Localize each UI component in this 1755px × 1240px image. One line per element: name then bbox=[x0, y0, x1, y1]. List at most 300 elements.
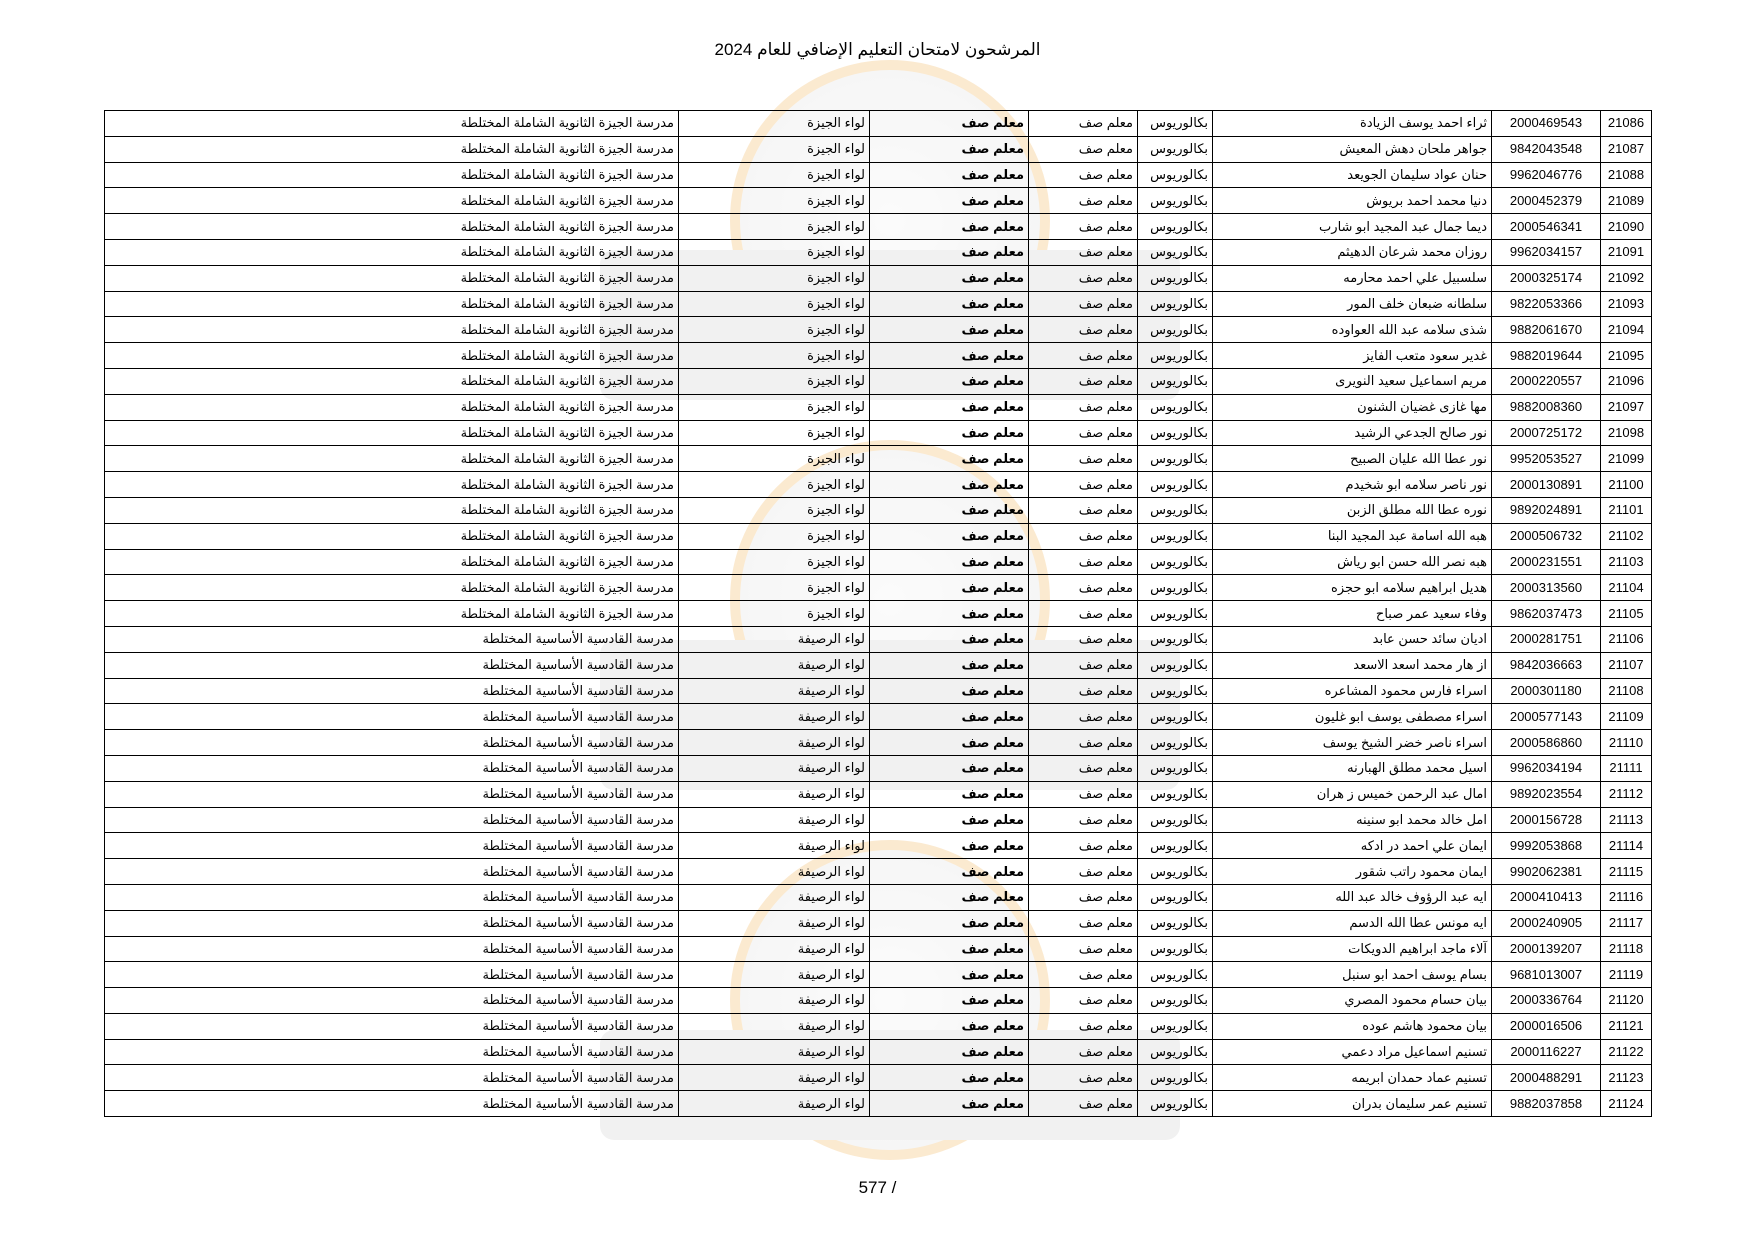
cell-sequence: 21097 bbox=[1601, 394, 1652, 420]
cell-sequence: 21086 bbox=[1601, 111, 1652, 137]
cell-directorate: لواء الرصيفة bbox=[679, 833, 870, 859]
cell-school: مدرسة القادسية الأساسية المختلطة bbox=[105, 910, 679, 936]
cell-specialization: معلم صف bbox=[1029, 962, 1138, 988]
cell-directorate: لواء الرصيفة bbox=[679, 730, 870, 756]
cell-sequence: 21118 bbox=[1601, 936, 1652, 962]
cell-candidate-name: امال عبد الرحمن خميس ز هران bbox=[1213, 781, 1492, 807]
cell-national-id: 2000301180 bbox=[1492, 678, 1601, 704]
cell-sequence: 21122 bbox=[1601, 1039, 1652, 1065]
cell-school: مدرسة القادسية الأساسية المختلطة bbox=[105, 1039, 679, 1065]
table-row bbox=[105, 111, 1652, 137]
cell-exam-specialization: معلم صف bbox=[870, 1065, 1029, 1091]
table-row bbox=[105, 368, 1652, 394]
cell-directorate: لواء الجيزة bbox=[679, 420, 870, 446]
cell-exam-specialization: معلم صف bbox=[870, 265, 1029, 291]
cell-exam-specialization: معلم صف bbox=[870, 111, 1029, 137]
cell-candidate-name: سلطانه ضبعان خلف المور bbox=[1213, 291, 1492, 317]
cell-specialization: معلم صف bbox=[1029, 601, 1138, 627]
cell-candidate-name: اسراء ناصر خضر الشيخ يوسف bbox=[1213, 730, 1492, 756]
cell-directorate: لواء الرصيفة bbox=[679, 962, 870, 988]
cell-candidate-name: نور عطا الله عليان الصبيح bbox=[1213, 446, 1492, 472]
cell-specialization: معلم صف bbox=[1029, 807, 1138, 833]
table-row bbox=[105, 420, 1652, 446]
cell-school: مدرسة القادسية الأساسية المختلطة bbox=[105, 807, 679, 833]
cell-national-id: 2000231551 bbox=[1492, 549, 1601, 575]
cell-exam-specialization: معلم صف bbox=[870, 1039, 1029, 1065]
cell-exam-specialization: معلم صف bbox=[870, 678, 1029, 704]
cell-qualification: بكالوريوس bbox=[1138, 781, 1213, 807]
cell-sequence: 21116 bbox=[1601, 884, 1652, 910]
cell-qualification: بكالوريوس bbox=[1138, 214, 1213, 240]
cell-national-id: 9892024891 bbox=[1492, 497, 1601, 523]
cell-national-id: 2000586860 bbox=[1492, 730, 1601, 756]
cell-candidate-name: غدير سعود متعب الفايز bbox=[1213, 343, 1492, 369]
cell-school: مدرسة الجيزة الثانوية الشاملة المختلطة bbox=[105, 394, 679, 420]
cell-directorate: لواء الرصيفة bbox=[679, 936, 870, 962]
cell-specialization: معلم صف bbox=[1029, 188, 1138, 214]
cell-exam-specialization: معلم صف bbox=[870, 807, 1029, 833]
cell-exam-specialization: معلم صف bbox=[870, 781, 1029, 807]
cell-school: مدرسة الجيزة الثانوية الشاملة المختلطة bbox=[105, 420, 679, 446]
cell-qualification: بكالوريوس bbox=[1138, 910, 1213, 936]
cell-directorate: لواء الجيزة bbox=[679, 317, 870, 343]
cell-qualification: بكالوريوس bbox=[1138, 936, 1213, 962]
cell-directorate: لواء الجيزة bbox=[679, 446, 870, 472]
cell-exam-specialization: معلم صف bbox=[870, 368, 1029, 394]
cell-school: مدرسة الجيزة الثانوية الشاملة المختلطة bbox=[105, 575, 679, 601]
cell-qualification: بكالوريوس bbox=[1138, 394, 1213, 420]
cell-exam-specialization: معلم صف bbox=[870, 626, 1029, 652]
cell-sequence: 21109 bbox=[1601, 704, 1652, 730]
cell-qualification: بكالوريوس bbox=[1138, 730, 1213, 756]
cell-specialization: معلم صف bbox=[1029, 1091, 1138, 1117]
cell-national-id: 9882008360 bbox=[1492, 394, 1601, 420]
table-row bbox=[105, 1039, 1652, 1065]
cell-school: مدرسة الجيزة الثانوية الشاملة المختلطة bbox=[105, 497, 679, 523]
cell-specialization: معلم صف bbox=[1029, 884, 1138, 910]
cell-specialization: معلم صف bbox=[1029, 678, 1138, 704]
cell-school: مدرسة القادسية الأساسية المختلطة bbox=[105, 704, 679, 730]
cell-directorate: لواء الجيزة bbox=[679, 575, 870, 601]
cell-directorate: لواء الجيزة bbox=[679, 601, 870, 627]
table-row bbox=[105, 394, 1652, 420]
cell-candidate-name: امل خالد محمد ابو سنينه bbox=[1213, 807, 1492, 833]
table-row bbox=[105, 1065, 1652, 1091]
cell-school: مدرسة الجيزة الثانوية الشاملة المختلطة bbox=[105, 162, 679, 188]
cell-qualification: بكالوريوس bbox=[1138, 884, 1213, 910]
cell-candidate-name: اديان سائد حسن عابد bbox=[1213, 626, 1492, 652]
cell-national-id: 2000336764 bbox=[1492, 988, 1601, 1014]
cell-school: مدرسة القادسية الأساسية المختلطة bbox=[105, 1091, 679, 1117]
table-row bbox=[105, 652, 1652, 678]
cell-national-id: 9862037473 bbox=[1492, 601, 1601, 627]
cell-national-id: 9892023554 bbox=[1492, 781, 1601, 807]
cell-candidate-name: آلاء ماجد ابراهيم الدويكات bbox=[1213, 936, 1492, 962]
cell-national-id: 2000130891 bbox=[1492, 472, 1601, 498]
cell-candidate-name: تسنيم عماد حمدان ابريمه bbox=[1213, 1065, 1492, 1091]
table-row bbox=[105, 884, 1652, 910]
cell-exam-specialization: معلم صف bbox=[870, 704, 1029, 730]
cell-directorate: لواء الرصيفة bbox=[679, 1039, 870, 1065]
cell-exam-specialization: معلم صف bbox=[870, 317, 1029, 343]
cell-candidate-name: حنان عواد سليمان الجويعد bbox=[1213, 162, 1492, 188]
cell-candidate-name: مريم اسماعيل سعيد النويرى bbox=[1213, 368, 1492, 394]
cell-directorate: لواء الرصيفة bbox=[679, 859, 870, 885]
cell-school: مدرسة القادسية الأساسية المختلطة bbox=[105, 833, 679, 859]
cell-qualification: بكالوريوس bbox=[1138, 575, 1213, 601]
cell-school: مدرسة الجيزة الثانوية الشاملة المختلطة bbox=[105, 136, 679, 162]
cell-candidate-name: اسراء مصطفى يوسف ابو غليون bbox=[1213, 704, 1492, 730]
cell-national-id: 2000577143 bbox=[1492, 704, 1601, 730]
cell-candidate-name: ايمان محمود راتب شقور bbox=[1213, 859, 1492, 885]
cell-exam-specialization: معلم صف bbox=[870, 136, 1029, 162]
cell-directorate: لواء الجيزة bbox=[679, 162, 870, 188]
cell-qualification: بكالوريوس bbox=[1138, 136, 1213, 162]
cell-specialization: معلم صف bbox=[1029, 265, 1138, 291]
cell-qualification: بكالوريوس bbox=[1138, 111, 1213, 137]
cell-candidate-name: بيان حسام محمود المصري bbox=[1213, 988, 1492, 1014]
cell-exam-specialization: معلم صف bbox=[870, 162, 1029, 188]
cell-specialization: معلم صف bbox=[1029, 239, 1138, 265]
table-row bbox=[105, 472, 1652, 498]
cell-sequence: 21087 bbox=[1601, 136, 1652, 162]
table-row bbox=[105, 265, 1652, 291]
cell-qualification: بكالوريوس bbox=[1138, 420, 1213, 446]
cell-qualification: بكالوريوس bbox=[1138, 291, 1213, 317]
cell-directorate: لواء الجيزة bbox=[679, 111, 870, 137]
cell-national-id: 9902062381 bbox=[1492, 859, 1601, 885]
cell-qualification: بكالوريوس bbox=[1138, 652, 1213, 678]
table-row bbox=[105, 523, 1652, 549]
cell-candidate-name: از هار محمد اسعد الاسعد bbox=[1213, 652, 1492, 678]
cell-specialization: معلم صف bbox=[1029, 523, 1138, 549]
table-row bbox=[105, 910, 1652, 936]
table-row bbox=[105, 214, 1652, 240]
cell-school: مدرسة القادسية الأساسية المختلطة bbox=[105, 755, 679, 781]
cell-exam-specialization: معلم صف bbox=[870, 239, 1029, 265]
cell-candidate-name: تسنيم عمر سليمان بدران bbox=[1213, 1091, 1492, 1117]
cell-candidate-name: نور ناصر سلامه ابو شخيدم bbox=[1213, 472, 1492, 498]
cell-specialization: معلم صف bbox=[1029, 1065, 1138, 1091]
cell-national-id: 9882061670 bbox=[1492, 317, 1601, 343]
table-row bbox=[105, 549, 1652, 575]
table-row bbox=[105, 626, 1652, 652]
cell-specialization: معلم صف bbox=[1029, 988, 1138, 1014]
cell-exam-specialization: معلم صف bbox=[870, 601, 1029, 627]
cell-sequence: 21108 bbox=[1601, 678, 1652, 704]
cell-national-id: 9842036663 bbox=[1492, 652, 1601, 678]
cell-directorate: لواء الجيزة bbox=[679, 472, 870, 498]
cell-specialization: معلم صف bbox=[1029, 394, 1138, 420]
cell-national-id: 2000156728 bbox=[1492, 807, 1601, 833]
cell-school: مدرسة القادسية الأساسية المختلطة bbox=[105, 730, 679, 756]
cell-national-id: 9952053527 bbox=[1492, 446, 1601, 472]
cell-national-id: 2000469543 bbox=[1492, 111, 1601, 137]
cell-qualification: بكالوريوس bbox=[1138, 446, 1213, 472]
cell-specialization: معلم صف bbox=[1029, 214, 1138, 240]
cell-sequence: 21099 bbox=[1601, 446, 1652, 472]
cell-directorate: لواء الجيزة bbox=[679, 523, 870, 549]
table-row bbox=[105, 962, 1652, 988]
cell-exam-specialization: معلم صف bbox=[870, 549, 1029, 575]
cell-specialization: معلم صف bbox=[1029, 368, 1138, 394]
cell-specialization: معلم صف bbox=[1029, 446, 1138, 472]
cell-sequence: 21088 bbox=[1601, 162, 1652, 188]
cell-school: مدرسة الجيزة الثانوية الشاملة المختلطة bbox=[105, 446, 679, 472]
cell-sequence: 21095 bbox=[1601, 343, 1652, 369]
cell-directorate: لواء الجيزة bbox=[679, 291, 870, 317]
cell-national-id: 9962034194 bbox=[1492, 755, 1601, 781]
cell-candidate-name: سلسبيل علي احمد محارمه bbox=[1213, 265, 1492, 291]
cell-sequence: 21121 bbox=[1601, 1013, 1652, 1039]
cell-national-id: 2000410413 bbox=[1492, 884, 1601, 910]
cell-exam-specialization: معلم صف bbox=[870, 420, 1029, 446]
cell-directorate: لواء الرصيفة bbox=[679, 626, 870, 652]
cell-specialization: معلم صف bbox=[1029, 859, 1138, 885]
cell-national-id: 9992053868 bbox=[1492, 833, 1601, 859]
cell-exam-specialization: معلم صف bbox=[870, 472, 1029, 498]
cell-national-id: 2000220557 bbox=[1492, 368, 1601, 394]
cell-exam-specialization: معلم صف bbox=[870, 1013, 1029, 1039]
cell-qualification: بكالوريوس bbox=[1138, 962, 1213, 988]
cell-directorate: لواء الجيزة bbox=[679, 497, 870, 523]
candidates-table-body bbox=[105, 111, 1652, 1117]
cell-exam-specialization: معلم صف bbox=[870, 394, 1029, 420]
cell-school: مدرسة الجيزة الثانوية الشاملة المختلطة bbox=[105, 601, 679, 627]
cell-sequence: 21120 bbox=[1601, 988, 1652, 1014]
cell-sequence: 21111 bbox=[1601, 755, 1652, 781]
cell-specialization: معلم صف bbox=[1029, 936, 1138, 962]
cell-sequence: 21110 bbox=[1601, 730, 1652, 756]
cell-school: مدرسة القادسية الأساسية المختلطة bbox=[105, 859, 679, 885]
cell-qualification: بكالوريوس bbox=[1138, 833, 1213, 859]
cell-specialization: معلم صف bbox=[1029, 910, 1138, 936]
table-row bbox=[105, 575, 1652, 601]
cell-exam-specialization: معلم صف bbox=[870, 575, 1029, 601]
cell-qualification: بكالوريوس bbox=[1138, 239, 1213, 265]
cell-sequence: 21094 bbox=[1601, 317, 1652, 343]
cell-exam-specialization: معلم صف bbox=[870, 910, 1029, 936]
cell-exam-specialization: معلم صف bbox=[870, 936, 1029, 962]
cell-candidate-name: تسنيم اسماعيل مراد دعمي bbox=[1213, 1039, 1492, 1065]
cell-school: مدرسة القادسية الأساسية المختلطة bbox=[105, 962, 679, 988]
cell-exam-specialization: معلم صف bbox=[870, 523, 1029, 549]
cell-sequence: 21100 bbox=[1601, 472, 1652, 498]
cell-sequence: 21091 bbox=[1601, 239, 1652, 265]
cell-school: مدرسة الجيزة الثانوية الشاملة المختلطة bbox=[105, 111, 679, 137]
cell-candidate-name: مها غازى غضيان الشنون bbox=[1213, 394, 1492, 420]
cell-national-id: 2000325174 bbox=[1492, 265, 1601, 291]
cell-directorate: لواء الرصيفة bbox=[679, 652, 870, 678]
cell-directorate: لواء الجيزة bbox=[679, 265, 870, 291]
cell-directorate: لواء الرصيفة bbox=[679, 988, 870, 1014]
table-row bbox=[105, 497, 1652, 523]
cell-directorate: لواء الجيزة bbox=[679, 343, 870, 369]
cell-directorate: لواء الرصيفة bbox=[679, 1091, 870, 1117]
table-row bbox=[105, 317, 1652, 343]
cell-sequence: 21113 bbox=[1601, 807, 1652, 833]
cell-specialization: معلم صف bbox=[1029, 162, 1138, 188]
cell-directorate: لواء الرصيفة bbox=[679, 755, 870, 781]
cell-qualification: بكالوريوس bbox=[1138, 678, 1213, 704]
cell-school: مدرسة الجيزة الثانوية الشاملة المختلطة bbox=[105, 188, 679, 214]
table-row bbox=[105, 162, 1652, 188]
cell-directorate: لواء الرصيفة bbox=[679, 678, 870, 704]
cell-exam-specialization: معلم صف bbox=[870, 755, 1029, 781]
cell-candidate-name: جواهر ملحان دهش المعيش bbox=[1213, 136, 1492, 162]
cell-national-id: 2000281751 bbox=[1492, 626, 1601, 652]
table-row bbox=[105, 1013, 1652, 1039]
cell-qualification: بكالوريوس bbox=[1138, 1065, 1213, 1091]
cell-directorate: لواء الرصيفة bbox=[679, 781, 870, 807]
table-row bbox=[105, 936, 1652, 962]
cell-national-id: 2000546341 bbox=[1492, 214, 1601, 240]
cell-school: مدرسة الجيزة الثانوية الشاملة المختلطة bbox=[105, 472, 679, 498]
cell-specialization: معلم صف bbox=[1029, 549, 1138, 575]
cell-sequence: 21112 bbox=[1601, 781, 1652, 807]
cell-sequence: 21098 bbox=[1601, 420, 1652, 446]
cell-specialization: معلم صف bbox=[1029, 833, 1138, 859]
cell-candidate-name: بيان محمود هاشم عوده bbox=[1213, 1013, 1492, 1039]
cell-specialization: معلم صف bbox=[1029, 420, 1138, 446]
cell-sequence: 21106 bbox=[1601, 626, 1652, 652]
cell-qualification: بكالوريوس bbox=[1138, 368, 1213, 394]
cell-candidate-name: هديل ابراهيم سلامه ابو حجزه bbox=[1213, 575, 1492, 601]
cell-directorate: لواء الجيزة bbox=[679, 239, 870, 265]
cell-school: مدرسة الجيزة الثانوية الشاملة المختلطة bbox=[105, 239, 679, 265]
cell-sequence: 21119 bbox=[1601, 962, 1652, 988]
cell-directorate: لواء الجيزة bbox=[679, 394, 870, 420]
cell-sequence: 21102 bbox=[1601, 523, 1652, 549]
cell-school: مدرسة القادسية الأساسية المختلطة bbox=[105, 781, 679, 807]
cell-qualification: بكالوريوس bbox=[1138, 188, 1213, 214]
cell-qualification: بكالوريوس bbox=[1138, 1039, 1213, 1065]
cell-specialization: معلم صف bbox=[1029, 704, 1138, 730]
table-row bbox=[105, 601, 1652, 627]
cell-qualification: بكالوريوس bbox=[1138, 1091, 1213, 1117]
cell-directorate: لواء الجيزة bbox=[679, 188, 870, 214]
cell-specialization: معلم صف bbox=[1029, 111, 1138, 137]
cell-specialization: معلم صف bbox=[1029, 343, 1138, 369]
cell-qualification: بكالوريوس bbox=[1138, 162, 1213, 188]
cell-qualification: بكالوريوس bbox=[1138, 343, 1213, 369]
cell-candidate-name: روزان محمد شرعان الدهيثم bbox=[1213, 239, 1492, 265]
cell-qualification: بكالوريوس bbox=[1138, 859, 1213, 885]
cell-exam-specialization: معلم صف bbox=[870, 1091, 1029, 1117]
cell-national-id: 2000452379 bbox=[1492, 188, 1601, 214]
cell-candidate-name: بسام يوسف احمد ابو سنبل bbox=[1213, 962, 1492, 988]
cell-school: مدرسة الجيزة الثانوية الشاملة المختلطة bbox=[105, 523, 679, 549]
cell-candidate-name: نوره عطا الله مطلق الزبن bbox=[1213, 497, 1492, 523]
cell-national-id: 9882037858 bbox=[1492, 1091, 1601, 1117]
cell-directorate: لواء الجيزة bbox=[679, 549, 870, 575]
cell-specialization: معلم صف bbox=[1029, 755, 1138, 781]
table-row bbox=[105, 704, 1652, 730]
cell-candidate-name: اسيل محمد مطلق الهبارنه bbox=[1213, 755, 1492, 781]
cell-exam-specialization: معلم صف bbox=[870, 859, 1029, 885]
cell-school: مدرسة الجيزة الثانوية الشاملة المختلطة bbox=[105, 317, 679, 343]
page-number: 577 / bbox=[858, 1178, 897, 1197]
cell-national-id: 2000506732 bbox=[1492, 523, 1601, 549]
cell-qualification: بكالوريوس bbox=[1138, 601, 1213, 627]
cell-school: مدرسة القادسية الأساسية المختلطة bbox=[105, 1065, 679, 1091]
cell-specialization: معلم صف bbox=[1029, 497, 1138, 523]
cell-sequence: 21089 bbox=[1601, 188, 1652, 214]
cell-national-id: 2000240905 bbox=[1492, 910, 1601, 936]
cell-national-id: 9962046776 bbox=[1492, 162, 1601, 188]
cell-national-id: 9822053366 bbox=[1492, 291, 1601, 317]
cell-qualification: بكالوريوس bbox=[1138, 626, 1213, 652]
cell-national-id: 9681013007 bbox=[1492, 962, 1601, 988]
cell-sequence: 21103 bbox=[1601, 549, 1652, 575]
cell-candidate-name: ايمان علي احمد در ادكه bbox=[1213, 833, 1492, 859]
cell-sequence: 21117 bbox=[1601, 910, 1652, 936]
cell-candidate-name: ايه مونس عطا الله الدسم bbox=[1213, 910, 1492, 936]
cell-directorate: لواء الرصيفة bbox=[679, 884, 870, 910]
cell-school: مدرسة القادسية الأساسية المختلطة bbox=[105, 626, 679, 652]
cell-specialization: معلم صف bbox=[1029, 472, 1138, 498]
cell-school: مدرسة القادسية الأساسية المختلطة bbox=[105, 936, 679, 962]
cell-school: مدرسة الجيزة الثانوية الشاملة المختلطة bbox=[105, 368, 679, 394]
cell-exam-specialization: معلم صف bbox=[870, 214, 1029, 240]
table-row bbox=[105, 678, 1652, 704]
cell-specialization: معلم صف bbox=[1029, 1013, 1138, 1039]
page-title: المرشحون لامتحان التعليم الإضافي للعام 2024 bbox=[714, 40, 1041, 59]
cell-sequence: 21101 bbox=[1601, 497, 1652, 523]
cell-national-id: 9962034157 bbox=[1492, 239, 1601, 265]
cell-national-id: 9842043548 bbox=[1492, 136, 1601, 162]
cell-directorate: لواء الرصيفة bbox=[679, 1013, 870, 1039]
cell-sequence: 21124 bbox=[1601, 1091, 1652, 1117]
cell-school: مدرسة الجيزة الثانوية الشاملة المختلطة bbox=[105, 265, 679, 291]
cell-school: مدرسة الجيزة الثانوية الشاملة المختلطة bbox=[105, 291, 679, 317]
cell-school: مدرسة القادسية الأساسية المختلطة bbox=[105, 884, 679, 910]
cell-specialization: معلم صف bbox=[1029, 652, 1138, 678]
table-row bbox=[105, 239, 1652, 265]
cell-qualification: بكالوريوس bbox=[1138, 497, 1213, 523]
cell-national-id: 2000725172 bbox=[1492, 420, 1601, 446]
cell-specialization: معلم صف bbox=[1029, 575, 1138, 601]
table-row bbox=[105, 446, 1652, 472]
cell-exam-specialization: معلم صف bbox=[870, 730, 1029, 756]
cell-candidate-name: ثراء احمد يوسف الزيادة bbox=[1213, 111, 1492, 137]
cell-candidate-name: وفاء سعيد عمر صباح bbox=[1213, 601, 1492, 627]
cell-national-id: 2000116227 bbox=[1492, 1039, 1601, 1065]
cell-candidate-name: نور صالح الجدعي الرشيد bbox=[1213, 420, 1492, 446]
cell-school: مدرسة القادسية الأساسية المختلطة bbox=[105, 652, 679, 678]
table-row bbox=[105, 807, 1652, 833]
cell-specialization: معلم صف bbox=[1029, 1039, 1138, 1065]
cell-specialization: معلم صف bbox=[1029, 730, 1138, 756]
cell-school: مدرسة الجيزة الثانوية الشاملة المختلطة bbox=[105, 549, 679, 575]
cell-national-id: 2000139207 bbox=[1492, 936, 1601, 962]
cell-sequence: 21090 bbox=[1601, 214, 1652, 240]
cell-qualification: بكالوريوس bbox=[1138, 1013, 1213, 1039]
cell-sequence: 21093 bbox=[1601, 291, 1652, 317]
table-row bbox=[105, 755, 1652, 781]
cell-exam-specialization: معلم صف bbox=[870, 884, 1029, 910]
cell-sequence: 21115 bbox=[1601, 859, 1652, 885]
cell-qualification: بكالوريوس bbox=[1138, 317, 1213, 343]
cell-directorate: لواء الرصيفة bbox=[679, 1065, 870, 1091]
cell-specialization: معلم صف bbox=[1029, 781, 1138, 807]
cell-candidate-name: ايه عبد الرؤوف خالد عبد الله bbox=[1213, 884, 1492, 910]
cell-exam-specialization: معلم صف bbox=[870, 497, 1029, 523]
cell-exam-specialization: معلم صف bbox=[870, 833, 1029, 859]
cell-directorate: لواء الجيزة bbox=[679, 214, 870, 240]
cell-sequence: 21107 bbox=[1601, 652, 1652, 678]
cell-national-id: 9882019644 bbox=[1492, 343, 1601, 369]
